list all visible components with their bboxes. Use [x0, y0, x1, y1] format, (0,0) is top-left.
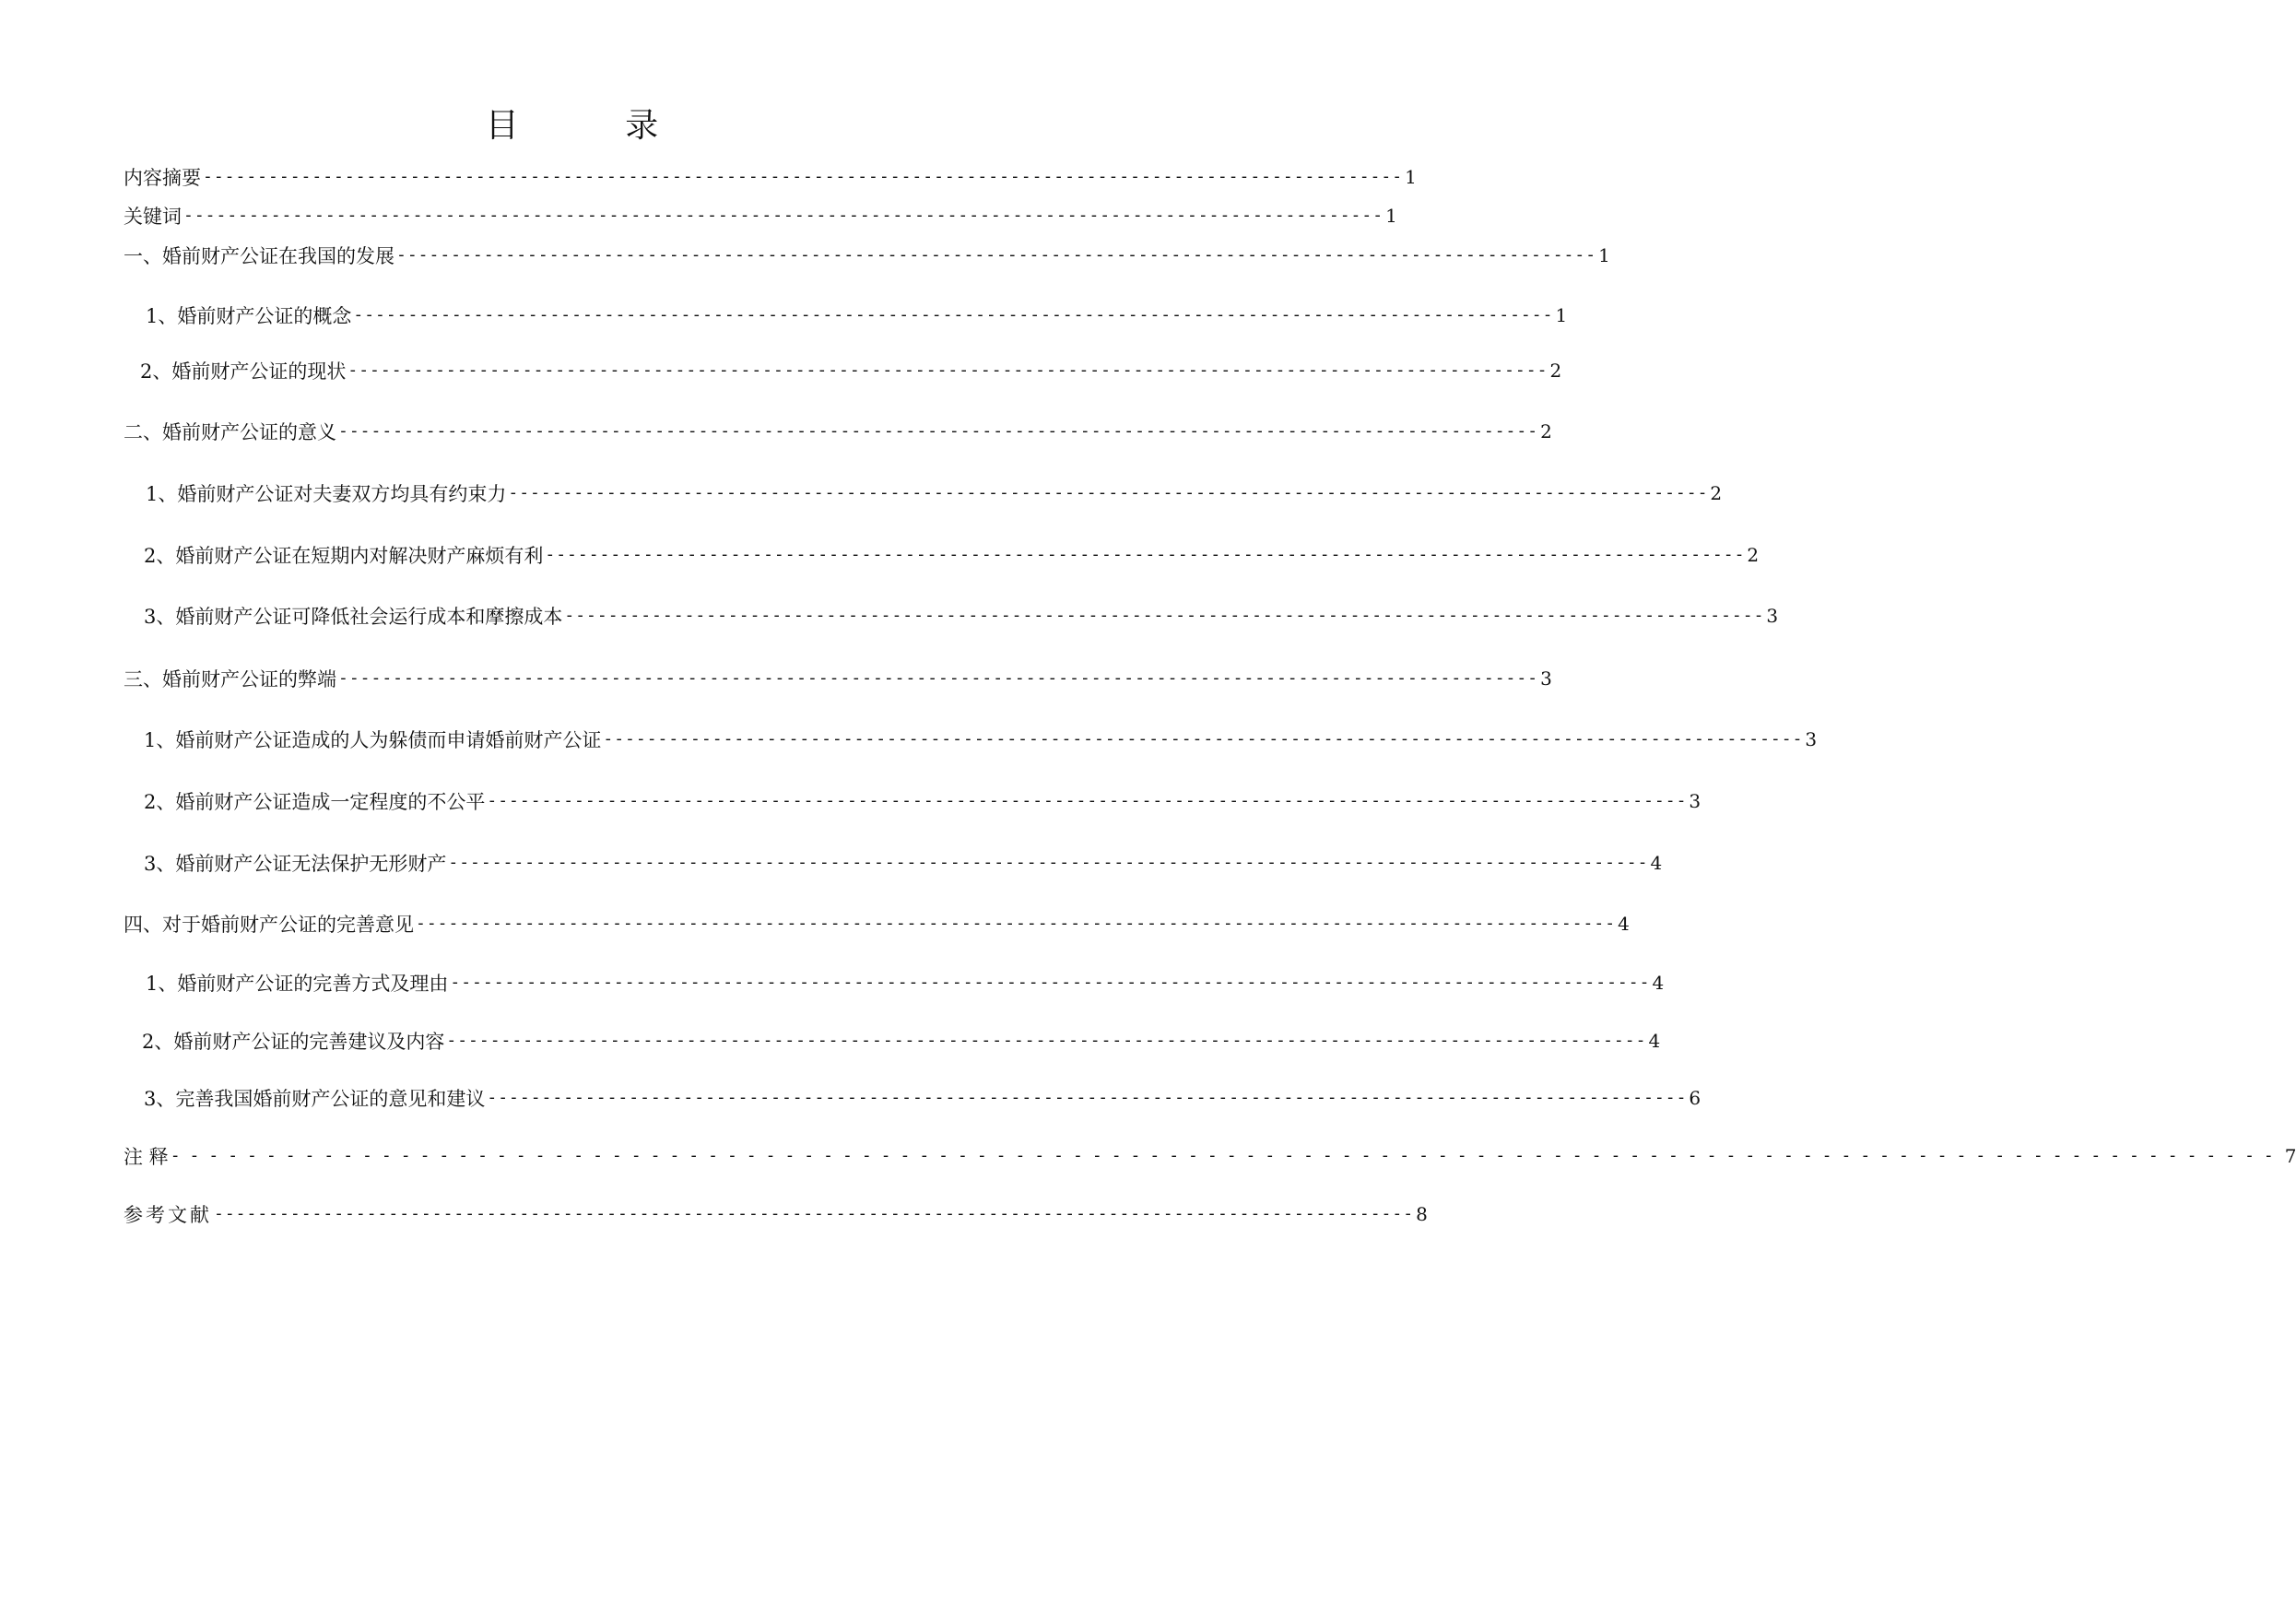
toc-entry[interactable]: [124, 664, 1552, 693]
toc-entry-label: 2、婚前财产公证在短期内对解决财产麻烦有利: [144, 545, 544, 567]
toc-leader: --------------------------------------------------------------------------------------------------------------: [203, 167, 1404, 186]
toc-entry[interactable]: [144, 601, 1779, 631]
toc-leader: --------------------------------------------------------------------------------------------------------------: [353, 305, 1554, 325]
toc-leader: --------------------------------------------------------------------------------------------------------------: [347, 360, 1548, 380]
toc-entry[interactable]: [144, 1083, 1701, 1113]
toc-leader: --------------------------------------------------------------------------------------------------------------: [338, 668, 1539, 688]
toc-entry[interactable]: [124, 201, 1397, 230]
toc-leader: --------------------------------------------------------------------------------------------------------------: [416, 914, 1617, 933]
toc-leader: --------------------------------------------------------------------------------------------------------------: [446, 1031, 1647, 1050]
toc-entry[interactable]: [124, 417, 1552, 446]
toc-page-number: 4: [1618, 913, 1630, 935]
toc-entry[interactable]: [124, 241, 1610, 270]
toc-leader: --------------------------------------------------------------------------------------------------------------: [450, 973, 1651, 992]
toc-entry[interactable]: [124, 1141, 2296, 1171]
toc-page-number: 2: [1710, 482, 1723, 504]
toc-entry[interactable]: [124, 909, 1630, 938]
toc-page-number: 2: [1549, 360, 1562, 382]
toc-entry-label: 四、对于婚前财产公证的完善意见: [124, 914, 414, 936]
toc-entry-label: 3、婚前财产公证无法保护无形财产: [144, 853, 447, 875]
toc-entry-label: 1、婚前财产公证对夫妻双方均具有约束力: [146, 483, 507, 505]
toc-page-number: 4: [1648, 1030, 1661, 1052]
toc-entry-label: 2、婚前财产公证的现状: [140, 360, 347, 383]
toc-entry[interactable]: [142, 1026, 1661, 1056]
toc-leader: --------------------------------------------------------------------------------------------------------------: [396, 245, 1597, 265]
toc-entry-label: 1、婚前财产公证的概念: [146, 305, 352, 327]
toc-page-number: 7: [2284, 1145, 2296, 1167]
toc-leader: --------------------------------------------------------------------------------------------------------------: [545, 545, 1746, 564]
toc-entry-label: 1、婚前财产公证造成的人为躲债而申请婚前财产公证: [144, 729, 602, 751]
toc-page-number: 3: [1805, 728, 1818, 750]
toc-leader: --------------------------------------------------------------------------------------------------------------: [170, 1146, 2283, 1165]
page-title: 目 录: [485, 107, 707, 145]
toc-entry[interactable]: [146, 301, 1568, 330]
toc-page-number: 4: [1652, 972, 1665, 994]
toc-entry-label: 二、婚前财产公证的意义: [124, 421, 336, 443]
toc-leader: --------------------------------------------------------------------------------------------------------------: [603, 729, 1804, 749]
toc-entry[interactable]: [124, 162, 1417, 192]
toc-entry-label: 关键词: [124, 206, 182, 228]
toc-page-number: 1: [1405, 166, 1417, 188]
toc-entry-label: 2、婚前财产公证造成一定程度的不公平: [144, 791, 486, 813]
toc-leader: --------------------------------------------------------------------------------------------------------------: [508, 483, 1709, 502]
toc-entry-label: 1、婚前财产公证的完善方式及理由: [146, 973, 449, 995]
toc-entry-label: 3、完善我国婚前财产公证的意见和建议: [144, 1088, 486, 1110]
toc-page-number: 4: [1650, 852, 1663, 874]
toc-page-number: 2: [1540, 420, 1552, 443]
toc-page-number: 3: [1540, 667, 1552, 690]
toc-page-number: 1: [1598, 244, 1610, 266]
toc-page-number: 3: [1689, 790, 1701, 812]
toc-entry[interactable]: [144, 540, 1760, 570]
toc-leader: --------------------------------------------------------------------------------------------------------------: [338, 421, 1539, 441]
toc-entry-label: 2、婚前财产公证的完善建议及内容: [142, 1031, 445, 1053]
toc-page-number: 1: [1555, 304, 1568, 326]
toc-entry[interactable]: [144, 725, 1818, 754]
toc-leader: --------------------------------------------------------------------------------------------------------------: [487, 791, 1688, 810]
toc-entry-label: 一、婚前财产公证在我国的发展: [124, 245, 394, 267]
toc-entry[interactable]: [144, 848, 1663, 878]
toc-leader: --------------------------------------------------------------------------------------------------------------: [183, 206, 1384, 225]
toc-page-number: 3: [1766, 605, 1779, 627]
toc-entry[interactable]: [140, 356, 1562, 385]
toc-entry-label: 内容摘要: [124, 167, 201, 189]
toc-page-number: 1: [1385, 205, 1397, 227]
toc-entry[interactable]: [124, 1199, 1428, 1229]
toc-page-number: 8: [1416, 1203, 1428, 1225]
toc-page-number: 6: [1689, 1087, 1701, 1109]
toc-entry[interactable]: [144, 786, 1701, 816]
toc-leader: --------------------------------------------------------------------------------------------------------------: [214, 1204, 1415, 1223]
toc-entry-label: 注 释: [124, 1146, 169, 1168]
toc-entry-label: 参考文献: [124, 1204, 212, 1226]
toc-entry-label: 3、婚前财产公证可降低社会运行成本和摩擦成本: [144, 606, 563, 628]
toc-page-number: 2: [1747, 544, 1760, 566]
toc-entry[interactable]: [146, 478, 1723, 508]
toc-entry[interactable]: [146, 968, 1665, 997]
toc-entry-label: 三、婚前财产公证的弊端: [124, 668, 336, 690]
toc-leader: --------------------------------------------------------------------------------------------------------------: [564, 606, 1765, 625]
toc-leader: --------------------------------------------------------------------------------------------------------------: [448, 853, 1649, 872]
toc-leader: --------------------------------------------------------------------------------------------------------------: [487, 1088, 1688, 1107]
